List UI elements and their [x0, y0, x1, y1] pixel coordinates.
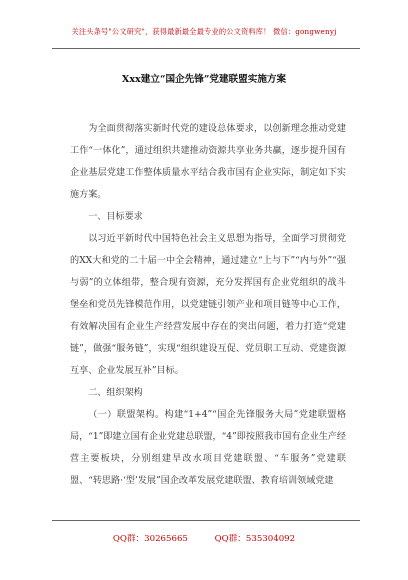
page-footer: [0, 532, 408, 544]
header-divider: [52, 48, 360, 49]
paragraph-goals: 以习近平新时代中国特色社会主义思想为指导，全面学习贯彻党的XX大和党的二十届一中全会精神，通过建立“上与下”“内与外”“强与弱”的立体组带，整合现有资源，充分发挥国有企业党组织的战斗堡垒和党员先锋模范作用，以党建链引领产业和项目链等中心工作，有效解决国有企业生产经营发展中存在的突出问题，着力打造“党建链”，做强“服务链”，实现“组织建设互促、党员职工互动、党建资源互享、企业发展互补”目标。: [70, 234, 346, 376]
header-banner: 关注头条号"公文研究"，获得最新最全最专业的公文资料库！ 微信：gongwenyj: [71, 27, 337, 36]
document-title: Xxx建立“国企先锋”党建联盟实施方案: [121, 74, 287, 85]
footer-qq-group-1: QQ群：30265665: [112, 534, 188, 544]
section-heading-goals: 一、目标要求: [88, 212, 143, 222]
paragraph-structure: （一）联盟架构。构建“1+4”“国企先锋服务大局”党建联盟格局，“1”即建立国有企业党建总联盟，“4”即按照我市国有企业生产经营主要板块，分别组建旱改水项目党建联盟、“车服务”党建联盟、“转思路·‘型’发展”国企改革发展党建联盟、教育培训领域党建: [70, 410, 346, 486]
footer-qq-group-2: QQ群：535304092: [214, 534, 296, 544]
section-heading-structure: 二、组织架构: [88, 388, 143, 398]
page-header: [0, 0, 408, 62]
paragraph-intro: 为全面贯彻落实新时代党的建设总体要求，以创新理念推动党建工作“一体化”，通过组织共建推动资源共享业务共赢，逐步提升国有企业基层党建工作整体质量水平结合我市国有企业实际，制定如下实施方案。: [70, 124, 346, 200]
footer-divider: [52, 520, 360, 521]
document-body: [70, 118, 346, 492]
